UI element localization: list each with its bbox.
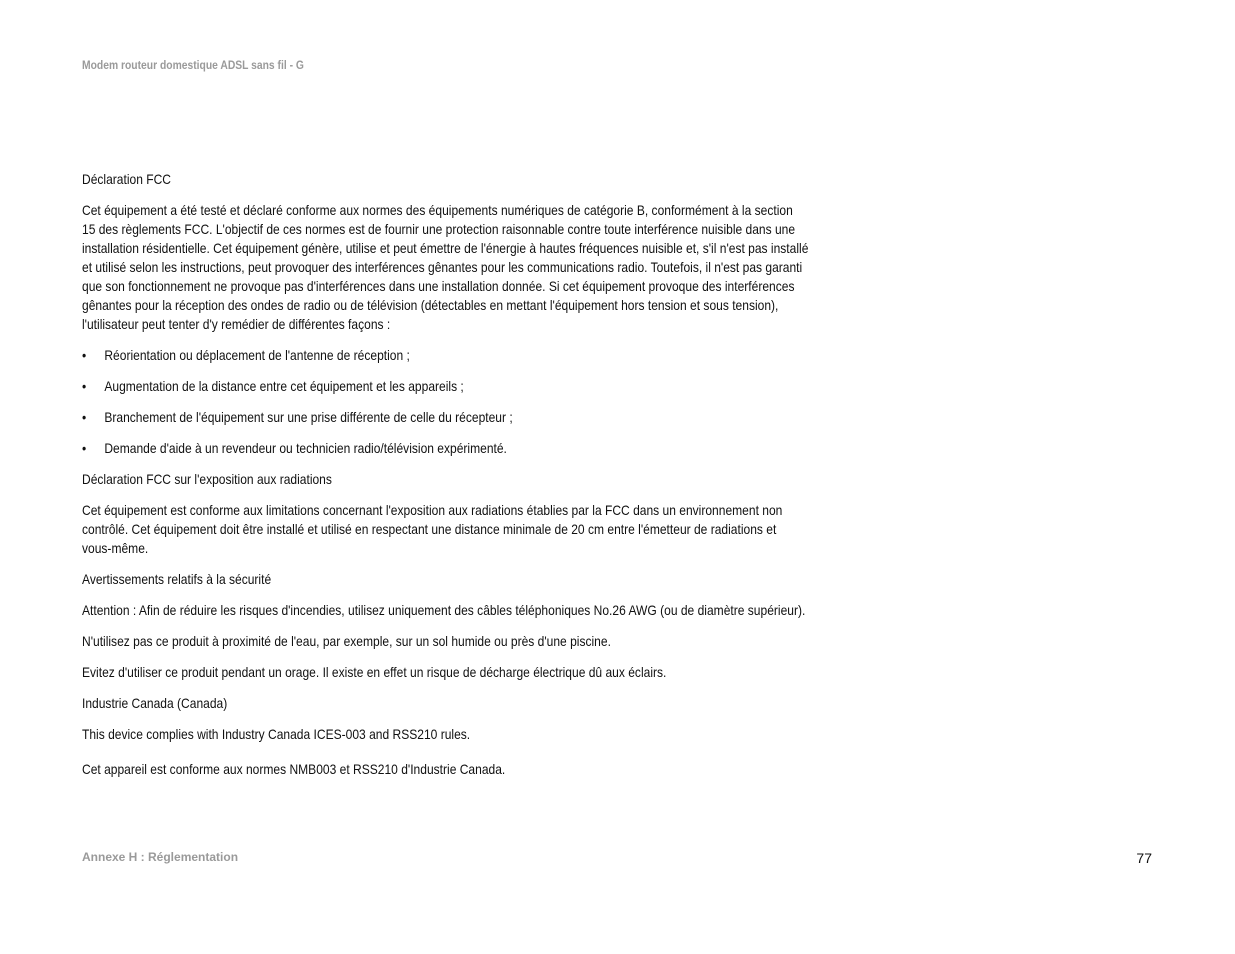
bullet-icon: • (82, 409, 87, 425)
canada-heading: Industrie Canada (Canada) (82, 695, 228, 711)
list-item (82, 408, 809, 427)
list-item (82, 346, 809, 365)
list-item-text: Demande d'aide à un revendeur ou technicien radio/télévision expérimenté. (104, 440, 507, 456)
list-item-text: Réorientation ou déplacement de l'antenne de réception ; (104, 347, 410, 363)
page-number: 77 (1136, 850, 1152, 866)
safety-paragraph-cables: Attention : Afin de réduire les risques d'incendies, utilisez uniquement des câbles téléphoniques No.26 AWG (ou de diamètre supérieur). (82, 602, 806, 618)
bullet-icon: • (82, 347, 87, 363)
document-body (82, 170, 809, 791)
fcc-heading: Déclaration FCC (82, 171, 171, 187)
radiation-heading: Déclaration FCC sur l'exposition aux radiations (82, 471, 332, 487)
bullet-icon: • (82, 378, 87, 394)
canada-paragraph-en: This device complies with Industry Canada ICES-003 and RSS210 rules. (82, 726, 471, 742)
canada-paragraph-fr: Cet appareil est conforme aux normes NMB003 et RSS210 d'Industrie Canada. (82, 761, 506, 777)
running-header: Modem routeur domestique ADSL sans fil - G (82, 58, 304, 72)
list-item-text: Branchement de l'équipement sur une prise différente de celle du récepteur ; (104, 409, 513, 425)
bullet-icon: • (82, 440, 87, 456)
footer-section-label: Annexe H : Réglementation (82, 850, 239, 864)
fcc-paragraph: Cet équipement a été testé et déclaré conforme aux normes des équipements numériques de catégorie B, conformément à la section 15 des règlements FCC. L'objectif de ces normes est de fournir une protection raisonnable contre toute interférence nuisible dans une installation résidentielle. Cet équipement génère, utilise et peut émettre de l'énergie à hautes fréquences nuisible et, s'il n'est pas installé et utilisé selon les instructions, peut provoquer des interférences gênantes pour les communications radio. Toutefois, il n'est pas garanti que son fonctionnement ne provoque pas d'interférences dans une installation donnée. Si cet équipement provoque des interférences gênantes pour la réception des ondes de radio ou de télévision (détectables en mettant l'équipement hors tension et sous tension), l'utilisateur peut tenter d'y remédier de différentes façons : (82, 202, 809, 332)
interference-remedies-list (82, 346, 809, 458)
safety-paragraph-water: N'utilisez pas ce produit à proximité de l'eau, par exemple, sur un sol humide ou près d'une piscine. (82, 633, 611, 649)
list-item (82, 439, 809, 458)
safety-paragraph-storm: Evitez d'utiliser ce produit pendant un orage. Il existe en effet un risque de décharge électrique dû aux éclairs. (82, 664, 667, 680)
list-item-text: Augmentation de la distance entre cet équipement et les appareils ; (104, 378, 464, 394)
radiation-paragraph: Cet équipement est conforme aux limitations concernant l'exposition aux radiations établies par la FCC dans un environnement non contrôlé. Cet équipement doit être installé et utilisé en respectant une distance minimale de 20 cm entre l'émetteur de radiations et vous-même. (82, 502, 783, 556)
safety-heading: Avertissements relatifs à la sécurité (82, 571, 272, 587)
list-item (82, 377, 809, 396)
